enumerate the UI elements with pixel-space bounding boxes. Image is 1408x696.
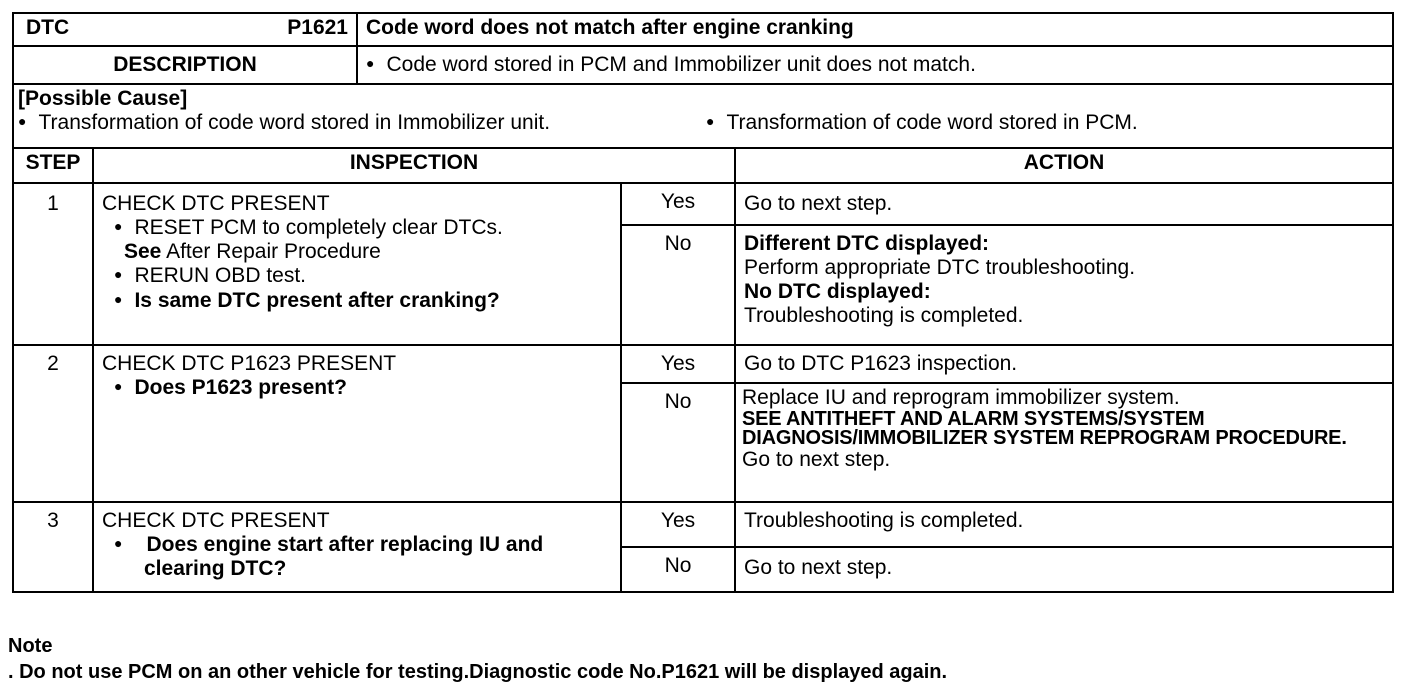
no-label: No (621, 383, 735, 502)
step-row (13, 183, 1393, 225)
no-label: No (621, 225, 735, 345)
step-row (13, 502, 1393, 547)
see-reference: After Repair Procedure (166, 240, 381, 264)
step-number: 2 (13, 345, 93, 502)
see-label: See (124, 240, 162, 264)
dtc-troubleshooting-table (12, 12, 1394, 593)
step-title: CHECK DTC P1623 PRESENT (102, 352, 397, 375)
step-title: CHECK DTC PRESENT (102, 509, 330, 532)
step-inspection (93, 183, 621, 345)
description-cell (357, 46, 1393, 84)
note-text: . Do not use PCM on an other vehicle for testing.Diagnostic code No.P1621 will be displayed again. (8, 660, 948, 683)
no-action-heading: No DTC displayed: (744, 280, 931, 304)
no-action-heading: Different DTC displayed: (744, 232, 990, 255)
step-row (13, 345, 1393, 383)
no-action (735, 225, 1393, 345)
description-text: ● Code word stored in PCM and Immobilizer unit does not match. (366, 53, 976, 76)
step-instruction: ● RESET PCM to completely clear DTCs. (114, 216, 503, 239)
possible-cause-section (13, 84, 1393, 148)
no-action-text: Go to next step. (742, 448, 891, 472)
note-heading: Note (8, 635, 53, 657)
no-action-text: Perform appropriate DTC troubleshooting. (744, 256, 1136, 280)
possible-cause-heading: [Possible Cause] (18, 87, 188, 110)
step-inspection (93, 345, 621, 502)
dtc-code: P1621 (287, 16, 348, 39)
yes-label: Yes (621, 502, 735, 547)
description-label: DESCRIPTION (13, 46, 357, 84)
no-action (735, 383, 1393, 502)
yes-action: Go to DTC P1623 inspection. (735, 345, 1393, 383)
step-number: 1 (13, 183, 93, 345)
no-action-text: Replace IU and reprogram immobilizer system. (742, 386, 1180, 409)
step-instruction: ● RERUN OBD test. (114, 264, 306, 287)
note-section (8, 634, 947, 685)
step-title: CHECK DTC PRESENT (102, 192, 330, 215)
yes-label: Yes (621, 345, 735, 383)
reference-procedure: SEE ANTITHEFT AND ALARM SYSTEMS/SYSTEM DIAGNOSIS/IMMOBILIZER SYSTEM REPROGRAM PROCEDURE. (742, 408, 1347, 450)
step-number: 3 (13, 502, 93, 592)
step-question: ● Does P1623 present? (114, 376, 347, 399)
possible-cause-item: ● Transformation of code word stored in PCM. (706, 111, 1138, 134)
step-question: ● Is same DTC present after cranking? (114, 289, 500, 312)
dtc-label: DTC (26, 16, 70, 39)
dtc-title: Code word does not match after engine cranking (357, 13, 1393, 46)
no-action-text: Troubleshooting is completed. (744, 304, 1024, 328)
step-inspection (93, 502, 621, 592)
yes-action: Go to next step. (735, 183, 1393, 225)
yes-label: Yes (621, 183, 735, 225)
step-question: Does engine start after replacing IU and clearing DTC? (144, 533, 544, 581)
column-header-action: ACTION (735, 148, 1393, 183)
yes-action: Troubleshooting is completed. (735, 502, 1393, 547)
possible-cause-item: ● Transformation of code word stored in Immobilizer unit. (18, 111, 550, 134)
dtc-code-cell (13, 13, 357, 46)
column-header-step: STEP (13, 148, 93, 183)
column-header-inspection: INSPECTION (93, 148, 735, 183)
no-label: No (621, 547, 735, 592)
no-action: Go to next step. (735, 547, 1393, 592)
